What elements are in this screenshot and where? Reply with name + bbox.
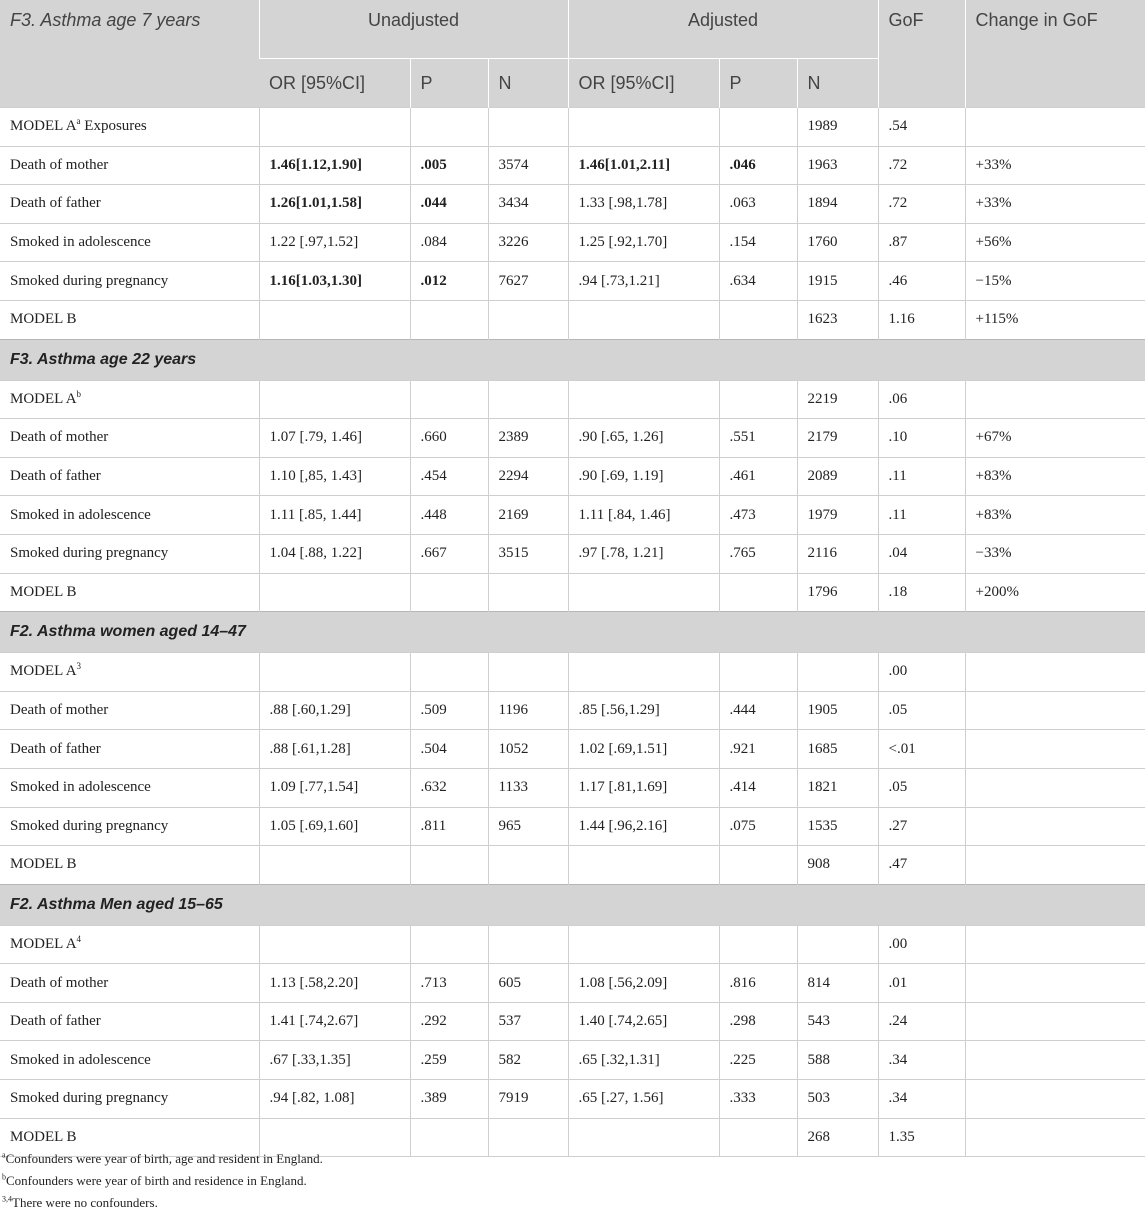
adjusted-n-cell: 908 <box>797 846 878 885</box>
unadjusted-p-cell: .454 <box>410 457 488 496</box>
footnote <box>2 1192 323 1214</box>
table-row <box>0 185 1145 224</box>
unadjusted-p-cell <box>410 846 488 885</box>
row-label: MODEL B <box>10 856 77 873</box>
gof-cell: 1.16 <box>878 300 965 339</box>
unadjusted-p-cell <box>410 573 488 612</box>
adjusted-or-cell <box>568 380 719 419</box>
unadjusted-n-cell <box>488 573 568 612</box>
row-label-cell <box>0 223 259 262</box>
unadjusted-n-cell <box>488 1118 568 1157</box>
unadjusted-or-cell <box>259 380 410 419</box>
unadjusted-p-cell: .259 <box>410 1041 488 1080</box>
adjusted-or-header: OR [95%CI] <box>568 59 719 108</box>
adjusted-n-cell: 588 <box>797 1041 878 1080</box>
adjusted-n-cell: 1989 <box>797 108 878 147</box>
unadjusted-or-cell: 1.41 [.74,2.67] <box>259 1002 410 1041</box>
adjusted-n-cell <box>797 653 878 692</box>
adjusted-or-cell <box>568 846 719 885</box>
adjusted-p-cell: .298 <box>719 1002 797 1041</box>
table-row <box>0 262 1145 301</box>
adjusted-n-cell: 1894 <box>797 185 878 224</box>
unadjusted-or-header: OR [95%CI] <box>259 59 410 108</box>
unadjusted-or-cell <box>259 653 410 692</box>
footnote-marker: 4 <box>76 933 82 944</box>
adjusted-n-cell: 1535 <box>797 807 878 846</box>
adjusted-or-cell <box>568 653 719 692</box>
adjusted-n-header: N <box>797 59 878 108</box>
unadjusted-n-cell <box>488 380 568 419</box>
section-header-row <box>0 884 1145 925</box>
adjusted-n-cell: 1905 <box>797 691 878 730</box>
table-row <box>0 573 1145 612</box>
unadjusted-p-cell: .044 <box>410 185 488 224</box>
unadjusted-p-cell <box>410 300 488 339</box>
gof-cell: .34 <box>878 1080 965 1119</box>
gof-cell: .06 <box>878 380 965 419</box>
row-label-cell <box>0 300 259 339</box>
gof-cell: .72 <box>878 185 965 224</box>
unadjusted-or-cell: 1.22 [.97,1.52] <box>259 223 410 262</box>
gof-cell: .54 <box>878 108 965 147</box>
row-label-cell <box>0 925 259 964</box>
unadjusted-p-cell: .667 <box>410 534 488 573</box>
table-body <box>0 108 1145 1157</box>
change-gof-cell <box>965 691 1145 730</box>
footnote-marker: b <box>2 1172 6 1182</box>
change-gof-cell: +67% <box>965 419 1145 458</box>
row-label: MODEL B <box>10 583 77 600</box>
table-row <box>0 1002 1145 1041</box>
row-label: MODEL B <box>10 311 77 328</box>
adjusted-p-cell: .765 <box>719 534 797 573</box>
row-label-cell <box>0 262 259 301</box>
row-label: Death of mother <box>10 974 109 991</box>
row-label-cell <box>0 691 259 730</box>
row-label: MODEL A <box>10 663 77 680</box>
section-header-row <box>0 612 1145 653</box>
adjusted-p-cell <box>719 300 797 339</box>
unadjusted-p-cell: .660 <box>410 419 488 458</box>
unadjusted-n-cell <box>488 653 568 692</box>
unadjusted-or-cell <box>259 108 410 147</box>
unadjusted-n-cell: 2294 <box>488 457 568 496</box>
change-gof-cell <box>965 653 1145 692</box>
adjusted-or-cell: .97 [.78, 1.21] <box>568 534 719 573</box>
unadjusted-or-cell: 1.10 [,85, 1.43] <box>259 457 410 496</box>
adjusted-p-cell <box>719 846 797 885</box>
gof-header: GoF <box>878 0 965 108</box>
row-label-cell <box>0 846 259 885</box>
section-header-row <box>0 339 1145 380</box>
adjusted-p-cell: .063 <box>719 185 797 224</box>
row-label: MODEL A <box>10 390 77 407</box>
adjusted-p-cell: .046 <box>719 146 797 185</box>
unadjusted-p-cell <box>410 380 488 419</box>
unadjusted-header: Unadjusted <box>259 0 568 59</box>
row-label-suffix: Exposures <box>80 118 147 135</box>
adjusted-n-cell: 1979 <box>797 496 878 535</box>
adjusted-or-cell: 1.40 [.74,2.65] <box>568 1002 719 1041</box>
row-label: Death of mother <box>10 156 109 173</box>
unadjusted-n-cell: 3515 <box>488 534 568 573</box>
change-gof-cell <box>965 108 1145 147</box>
unadjusted-or-cell <box>259 925 410 964</box>
table-row <box>0 730 1145 769</box>
table-row <box>0 223 1145 262</box>
row-label-cell <box>0 1080 259 1119</box>
unadjusted-or-cell: 1.05 [.69,1.60] <box>259 807 410 846</box>
table-row <box>0 846 1145 885</box>
row-label-cell <box>0 964 259 1003</box>
adjusted-p-cell: .333 <box>719 1080 797 1119</box>
adjusted-or-cell: .85 [.56,1.29] <box>568 691 719 730</box>
adjusted-n-cell: 1796 <box>797 573 878 612</box>
footnote-text: Confounders were year of birth, age and resident in England. <box>5 1151 323 1166</box>
row-label-cell <box>0 146 259 185</box>
footnote-marker: 3,4 <box>2 1194 12 1204</box>
adjusted-n-cell: 503 <box>797 1080 878 1119</box>
row-label: MODEL A <box>10 935 77 952</box>
footnote-marker: a <box>2 1150 6 1160</box>
table-row <box>0 380 1145 419</box>
row-label-cell <box>0 807 259 846</box>
adjusted-p-cell: .154 <box>719 223 797 262</box>
adjusted-p-header: P <box>719 59 797 108</box>
unadjusted-n-cell: 537 <box>488 1002 568 1041</box>
unadjusted-n-cell: 582 <box>488 1041 568 1080</box>
change-gof-cell: −15% <box>965 262 1145 301</box>
footnote <box>2 1148 323 1170</box>
unadjusted-n-cell: 2169 <box>488 496 568 535</box>
gof-cell: .05 <box>878 691 965 730</box>
adjusted-or-cell: 1.17 [.81,1.69] <box>568 768 719 807</box>
row-label: Death of father <box>10 1013 101 1030</box>
adjusted-n-cell: 1821 <box>797 768 878 807</box>
adjusted-n-cell: 1685 <box>797 730 878 769</box>
table-row <box>0 925 1145 964</box>
unadjusted-or-cell <box>259 300 410 339</box>
change-gof-cell <box>965 807 1145 846</box>
adjusted-n-cell: 1963 <box>797 146 878 185</box>
unadjusted-n-cell <box>488 846 568 885</box>
unadjusted-n-cell <box>488 300 568 339</box>
change-gof-cell <box>965 730 1145 769</box>
unadjusted-or-cell: 1.26[1.01,1.58] <box>259 185 410 224</box>
adjusted-p-cell: .444 <box>719 691 797 730</box>
change-gof-cell: +83% <box>965 457 1145 496</box>
footnote-marker: b <box>76 388 82 399</box>
unadjusted-n-cell: 965 <box>488 807 568 846</box>
adjusted-or-cell: 1.02 [.69,1.51] <box>568 730 719 769</box>
gof-cell: .10 <box>878 419 965 458</box>
row-label-cell <box>0 1041 259 1080</box>
adjusted-p-cell <box>719 380 797 419</box>
unadjusted-n-cell <box>488 108 568 147</box>
footnote-marker: 3 <box>76 661 82 672</box>
adjusted-or-cell <box>568 1118 719 1157</box>
change-gof-cell <box>965 925 1145 964</box>
unadjusted-p-cell: .084 <box>410 223 488 262</box>
row-label-cell <box>0 653 259 692</box>
table-row <box>0 1041 1145 1080</box>
adjusted-p-cell <box>719 573 797 612</box>
gof-cell: .00 <box>878 925 965 964</box>
unadjusted-p-cell: .005 <box>410 146 488 185</box>
change-gof-cell <box>965 1118 1145 1157</box>
gof-cell: .11 <box>878 496 965 535</box>
adjusted-n-cell: 2219 <box>797 380 878 419</box>
row-label-cell <box>0 380 259 419</box>
footnote-text: Confounders were year of birth and residence in England. <box>6 1173 307 1188</box>
adjusted-p-cell: .225 <box>719 1041 797 1080</box>
row-label: Smoked in adolescence <box>10 234 151 251</box>
gof-cell: .46 <box>878 262 965 301</box>
gof-cell: .01 <box>878 964 965 1003</box>
row-label: Death of father <box>10 195 101 212</box>
adjusted-p-cell: .075 <box>719 807 797 846</box>
row-label-cell <box>0 108 259 147</box>
unadjusted-or-cell: 1.09 [.77,1.54] <box>259 768 410 807</box>
unadjusted-p-cell: .389 <box>410 1080 488 1119</box>
unadjusted-p-cell <box>410 653 488 692</box>
unadjusted-n-header: N <box>488 59 568 108</box>
unadjusted-p-cell: .713 <box>410 964 488 1003</box>
adjusted-n-cell: 1760 <box>797 223 878 262</box>
unadjusted-p-cell: .811 <box>410 807 488 846</box>
unadjusted-or-cell: .94 [.82, 1.08] <box>259 1080 410 1119</box>
row-label: Smoked during pregnancy <box>10 545 169 562</box>
adjusted-or-cell <box>568 300 719 339</box>
row-label-cell <box>0 730 259 769</box>
unadjusted-p-cell: .509 <box>410 691 488 730</box>
adjusted-p-cell <box>719 653 797 692</box>
adjusted-or-cell: 1.46[1.01,2.11] <box>568 146 719 185</box>
unadjusted-or-cell: 1.11 [.85, 1.44] <box>259 496 410 535</box>
unadjusted-or-cell <box>259 846 410 885</box>
table-row <box>0 807 1145 846</box>
change-gof-cell: +200% <box>965 573 1145 612</box>
footnotes <box>2 1148 323 1214</box>
table-row <box>0 457 1145 496</box>
adjusted-or-cell <box>568 108 719 147</box>
adjusted-or-cell: .94 [.73,1.21] <box>568 262 719 301</box>
unadjusted-p-cell: .012 <box>410 262 488 301</box>
gof-cell: .18 <box>878 573 965 612</box>
table-row <box>0 300 1145 339</box>
adjusted-or-cell: .90 [.65, 1.26] <box>568 419 719 458</box>
unadjusted-n-cell: 1052 <box>488 730 568 769</box>
unadjusted-or-cell: 1.16[1.03,1.30] <box>259 262 410 301</box>
gof-cell: .00 <box>878 653 965 692</box>
unadjusted-n-cell: 7919 <box>488 1080 568 1119</box>
gof-cell: 1.35 <box>878 1118 965 1157</box>
change-gof-header: Change in GoF <box>965 0 1145 108</box>
footnote-marker: a <box>76 116 81 127</box>
unadjusted-p-cell: .292 <box>410 1002 488 1041</box>
gof-cell: .72 <box>878 146 965 185</box>
gof-cell: .24 <box>878 1002 965 1041</box>
unadjusted-p-cell <box>410 1118 488 1157</box>
table-row <box>0 964 1145 1003</box>
adjusted-n-cell <box>797 925 878 964</box>
adjusted-n-cell: 2179 <box>797 419 878 458</box>
row-label: Smoked during pregnancy <box>10 1090 169 1107</box>
adjusted-p-cell <box>719 925 797 964</box>
change-gof-cell <box>965 1080 1145 1119</box>
unadjusted-or-cell: .67 [.33,1.35] <box>259 1041 410 1080</box>
adjusted-or-cell: .65 [.27, 1.56] <box>568 1080 719 1119</box>
table-row <box>0 691 1145 730</box>
change-gof-cell: +115% <box>965 300 1145 339</box>
row-label-cell <box>0 768 259 807</box>
unadjusted-p-cell <box>410 925 488 964</box>
row-label: Smoked in adolescence <box>10 506 151 523</box>
adjusted-p-cell: .634 <box>719 262 797 301</box>
adjusted-p-cell: .461 <box>719 457 797 496</box>
unadjusted-or-cell: 1.04 [.88, 1.22] <box>259 534 410 573</box>
change-gof-cell <box>965 1002 1145 1041</box>
change-gof-cell <box>965 1041 1145 1080</box>
gof-cell: .34 <box>878 1041 965 1080</box>
gof-cell: .11 <box>878 457 965 496</box>
unadjusted-or-cell: 1.13 [.58,2.20] <box>259 964 410 1003</box>
adjusted-header: Adjusted <box>568 0 878 59</box>
unadjusted-or-cell: .88 [.60,1.29] <box>259 691 410 730</box>
section-title: F2. Asthma Men aged 15–65 <box>0 884 1145 925</box>
unadjusted-n-cell: 1133 <box>488 768 568 807</box>
table-row <box>0 496 1145 535</box>
section-title: F3. Asthma age 22 years <box>0 339 1145 380</box>
change-gof-cell: +56% <box>965 223 1145 262</box>
unadjusted-p-cell <box>410 108 488 147</box>
adjusted-n-cell: 1623 <box>797 300 878 339</box>
table-row <box>0 653 1145 692</box>
unadjusted-p-cell: .448 <box>410 496 488 535</box>
adjusted-p-cell: .551 <box>719 419 797 458</box>
unadjusted-n-cell: 1196 <box>488 691 568 730</box>
row-label-cell <box>0 534 259 573</box>
gof-cell: .04 <box>878 534 965 573</box>
row-label: Smoked in adolescence <box>10 779 151 796</box>
adjusted-p-cell: .473 <box>719 496 797 535</box>
row-label-cell <box>0 185 259 224</box>
row-label-cell <box>0 573 259 612</box>
table-row <box>0 768 1145 807</box>
change-gof-cell <box>965 768 1145 807</box>
row-label: Smoked during pregnancy <box>10 817 169 834</box>
unadjusted-n-cell: 3574 <box>488 146 568 185</box>
adjusted-or-cell: .65 [.32,1.31] <box>568 1041 719 1080</box>
gof-cell: .87 <box>878 223 965 262</box>
table-row <box>0 419 1145 458</box>
table-row <box>0 534 1145 573</box>
unadjusted-n-cell: 3226 <box>488 223 568 262</box>
unadjusted-or-cell: .88 [.61,1.28] <box>259 730 410 769</box>
adjusted-p-cell <box>719 1118 797 1157</box>
adjusted-or-cell: 1.44 [.96,2.16] <box>568 807 719 846</box>
row-label: Death of mother <box>10 429 109 446</box>
unadjusted-or-cell: 1.46[1.12,1.90] <box>259 146 410 185</box>
adjusted-n-cell: 543 <box>797 1002 878 1041</box>
gof-cell: .47 <box>878 846 965 885</box>
footnote-text: There were no confounders. <box>12 1195 158 1210</box>
table-row <box>0 1080 1145 1119</box>
row-label: MODEL B <box>10 1128 77 1145</box>
row-label: Death of mother <box>10 702 109 719</box>
adjusted-or-cell: 1.11 [.84, 1.46] <box>568 496 719 535</box>
unadjusted-or-cell <box>259 573 410 612</box>
unadjusted-p-cell: .504 <box>410 730 488 769</box>
change-gof-cell: −33% <box>965 534 1145 573</box>
adjusted-or-cell: .90 [.69, 1.19] <box>568 457 719 496</box>
adjusted-or-cell: 1.25 [.92,1.70] <box>568 223 719 262</box>
adjusted-or-cell <box>568 925 719 964</box>
row-label-cell <box>0 457 259 496</box>
row-label: Smoked in adolescence <box>10 1051 151 1068</box>
change-gof-cell: +83% <box>965 496 1145 535</box>
adjusted-p-cell: .816 <box>719 964 797 1003</box>
adjusted-n-cell: 2089 <box>797 457 878 496</box>
row-label: Death of father <box>10 468 101 485</box>
change-gof-cell <box>965 964 1145 1003</box>
gof-cell: .27 <box>878 807 965 846</box>
change-gof-cell: +33% <box>965 185 1145 224</box>
gof-cell: <.01 <box>878 730 965 769</box>
table-title: F3. Asthma age 7 years <box>0 0 259 108</box>
adjusted-n-cell: 2116 <box>797 534 878 573</box>
unadjusted-p-header: P <box>410 59 488 108</box>
table-row <box>0 108 1145 147</box>
unadjusted-p-cell: .632 <box>410 768 488 807</box>
adjusted-n-cell: 814 <box>797 964 878 1003</box>
table-row <box>0 146 1145 185</box>
adjusted-or-cell: 1.33 [.98,1.78] <box>568 185 719 224</box>
adjusted-n-cell: 1915 <box>797 262 878 301</box>
row-label: MODEL A <box>10 118 77 135</box>
unadjusted-n-cell: 2389 <box>488 419 568 458</box>
row-label: Smoked during pregnancy <box>10 272 169 289</box>
row-label-cell <box>0 1002 259 1041</box>
unadjusted-or-cell: 1.07 [.79, 1.46] <box>259 419 410 458</box>
row-label: Death of father <box>10 740 101 757</box>
section-title: F2. Asthma women aged 14–47 <box>0 612 1145 653</box>
change-gof-cell <box>965 380 1145 419</box>
adjusted-p-cell: .414 <box>719 768 797 807</box>
row-label-cell <box>0 496 259 535</box>
unadjusted-n-cell: 605 <box>488 964 568 1003</box>
row-label-cell <box>0 419 259 458</box>
adjusted-p-cell <box>719 108 797 147</box>
table-header <box>0 0 1145 108</box>
adjusted-p-cell: .921 <box>719 730 797 769</box>
adjusted-n-cell: 268 <box>797 1118 878 1157</box>
adjusted-or-cell: 1.08 [.56,2.09] <box>568 964 719 1003</box>
unadjusted-n-cell <box>488 925 568 964</box>
footnote <box>2 1170 323 1192</box>
change-gof-cell <box>965 846 1145 885</box>
unadjusted-n-cell: 7627 <box>488 262 568 301</box>
gof-cell: .05 <box>878 768 965 807</box>
adjusted-or-cell <box>568 573 719 612</box>
change-gof-cell: +33% <box>965 146 1145 185</box>
unadjusted-n-cell: 3434 <box>488 185 568 224</box>
